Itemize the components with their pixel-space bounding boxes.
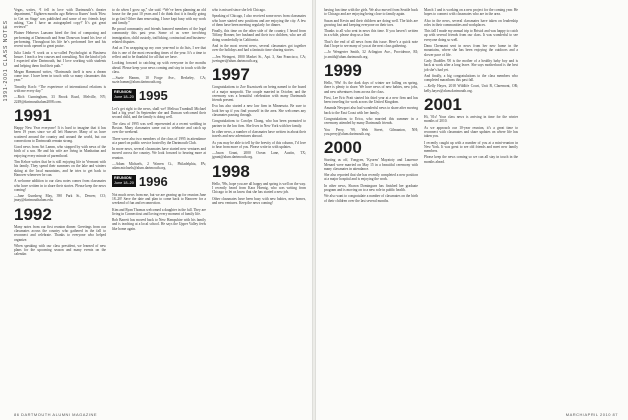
class-note-paragraph: In other news, Sharon Dominguez has finished her graduate program and is moving on to a new role in public health. [324, 183, 418, 193]
class-note-paragraph: When speaking with our class president, we learned of new plans for the upcoming season and many events on the calendar. [14, 243, 106, 257]
class-note-paragraph: Hello, '98s, hope you are all happy and spring is well on the way. I recently heard from Kara Hoenig, who was writing from Chicago to let us know that she has started a new job. [212, 181, 306, 195]
class-note-paragraph: having fun time with the girls. We also moved from Seattle back to Chicago and are enjoying being close to family again. [324, 8, 418, 17]
class-note-paragraph: You Perry, '99, Web Street, Gilmanton, NH; you.perry@alum.dartmouth.org. [324, 127, 418, 136]
class-year-heading: 1996 [138, 173, 168, 189]
class-note-paragraph: She also reported that she has recently completed a new position at a major hospital and is enjoying the work. [324, 173, 418, 182]
class-note-paragraph: —Rich Cunningham, 33 Brook Road, Melville, NY; 2249@dartmouthalum2008.com. [14, 95, 106, 104]
class-note-paragraph: In other news, a number of classmates have written in about their travels and new adventures abroad. [212, 129, 306, 139]
reunion-badge [112, 89, 136, 101]
class-note-paragraph: Susan and Kevin and their children are doing well. The kids are growing fast and keeping everyone on their toes. [324, 18, 418, 27]
class-note-paragraph: Be proud community and friends honored members of the legal community this past year. Some of us were involving immigration, child custody, trafficking, contractual and business-related disputes. [112, 27, 206, 45]
class-note-paragraph: Happy New Year everyone! It is hard to imagine that it has been 19 years since we all left Hanover. Many of us have scattered around the country and around the world, but our connections to Dartmouth remain strong. [14, 125, 106, 143]
class-note-paragraph: Timothy Koch: “The experience of international relations is with me every day.” [14, 84, 106, 94]
class-note-paragraph: Julia Linda “I work as a so-called Psychologist at Business Insure. I teach a few courses and consulting. Not the kind of job I expected after Dartmouth, but I love working with students and helping them find their path.” [14, 50, 107, 68]
class-note-paragraph: Vegas, writes, “I fell in love with Dartmouth’s theater department,” Eighteen months ago Rebecca Kunes’ book 'How to Get on Stage' was published and some of my friends kept asking, 'Can I have an autographed copy?' It’s got great reviews!” [14, 8, 106, 30]
class-note-paragraph: Many notes from our first reunion dinner. Greetings from our classmates across the country who gathered in the fall to reconnect and celebrate. Thanks to everyone who helped organize. [14, 224, 106, 242]
class-note-paragraph: Thanks to all who sent in news this time. If you haven’t written in a while, please drop us a line. [324, 29, 418, 38]
class-note-paragraph: And finally, a big congratulations to the class members who completed marathons this past fall. [424, 73, 518, 83]
class-note-paragraph: I recently caught up with a number of you at a mini-reunion in New York. It was great to see old friends and meet new family members. [424, 140, 518, 154]
class-note-paragraph: Tim Kehoe writes that he is still enjoying life in Vermont with his family. They spend their summers on the lake and winters skiing at the local mountains, and he tries to get back to Hanover whenever he can. [14, 160, 106, 177]
class-note-paragraph: Please keep the news coming so we can all stay in touch in the months ahead. [424, 155, 518, 164]
left-column-1 [14, 8, 106, 259]
class-note-paragraph: Hello, '99s! As the dark days of winter are falling on spring, there is plenty to share. We have news of new babies, new jobs, and new adventures from across the class. [324, 80, 418, 94]
class-note-paragraph: March 1 and is working on a new project for the coming year. He hopes to connect with classmates who are in the area. [424, 8, 519, 17]
class-note-paragraph: Hi, '01s! Your class news is arriving in time for the winter months of 2010. [424, 115, 518, 124]
class-note-paragraph: As you may be able to tell by the brevity of this column, I’d love to hear from more of you. Please write in with updates. [212, 140, 306, 149]
reunion-heading [112, 87, 206, 105]
class-note-paragraph: Congratulations to Zoe Kuzniczek on being named to the board of a major nonprofit. The couple married in October, and the ceremony was a beautiful celebration with many Dartmouth friends present. [212, 85, 306, 103]
reunion-badge [112, 175, 136, 187]
class-note-paragraph: And as I’m wrapping up my own year-end to do lists, I see that this is one of the most rewarding times of the year. It’s a time to reflect and to be thankful for all that we have. [112, 46, 206, 59]
class-note-paragraph: In more news, several classmates have started new ventures and moved across the country. We look forward to hearing more at reunion. [112, 147, 206, 160]
class-note-paragraph: Looking forward to catching up with everyone in the months ahead. Please keep your news coming and stay in touch with the class. [112, 61, 206, 74]
class-note-paragraph: And in the most recent news, several classmates got together over the holidays and had a fantastic time sharing stories. [212, 44, 306, 53]
class-note-paragraph: Also in the news, several classmates have taken on leadership roles in their communities and workplaces. [424, 18, 518, 27]
class-note-paragraph: Let’s get right to the news, shall we? Melissa Trumbull Michael had a big year! In September she and Duncan welcomed their second child, and the family is doing well. [112, 106, 206, 120]
reunion-heading [112, 173, 206, 191]
class-note-paragraph: First, Lee Eric Pratt started his third year at a new firm and has been traveling for work across the United Kingdom. [324, 95, 418, 105]
class-note-paragraph: —Jason Grant, 2000 Ocean Lane, Austin, TX; jgrant@alum.dartmouth.org. [212, 151, 306, 160]
class-year-heading: 1998 [212, 161, 250, 181]
class-year-heading: 1995 [138, 87, 168, 103]
class-note-paragraph: Amanda Newport also had wonderful news to share after moving back to the East Coast with her family. [324, 106, 418, 115]
class-note-paragraph: Congratulations to Erica, who married this summer in a ceremony attended by many Dartmouth friends. [324, 117, 418, 126]
class-note-paragraph: Starting us off, Yongyen, 'Kyoren' Mayatoty and Laurence Menard were married on May 15 in a beautiful ceremony with many classmates in attendance. [324, 158, 418, 171]
class-note-paragraph: There were also two members of the class of 1995 in attendance at a panel on public service hosted by the Dartmouth Club. [112, 136, 206, 145]
class-note-paragraph: This fall I made my annual trip to Bristol and was happy to catch up with several friends from our class. It was wonderful to see everyone doing so well. [424, 29, 518, 42]
class-note-paragraph: We also want to congratulate a number of classmates on the birth of their children over the last several months. [324, 194, 418, 203]
class-note-paragraph: —Jane Gunsberg May, 390 Park St., Denver, CO; jmay@dartmouthalum.edu. [14, 194, 106, 203]
reunion-date: June 18–20 [114, 94, 134, 99]
right-column-2 [424, 8, 518, 166]
reunion-label: REUNION [114, 89, 132, 94]
class-year-heading: 1999 [324, 60, 362, 80]
class-note-paragraph: A welcome addition to our class notes comes from classmates who have written in to share their stories. Please keep the news coming! [14, 179, 106, 192]
class-note-paragraph: Carly Duddles '00 is the mother of a healthy baby boy and is back at work after a long leave. She says motherhood is the best job she’s had yet. [424, 58, 518, 72]
footer-right: MARCH/APRIL 2010 87 [565, 412, 618, 417]
class-note-paragraph: Kim and Ryan Thomas welcomed a daughter in the fall. They are living in Connecticut and loving every moment of family life. [112, 207, 206, 216]
class-note-paragraph: Dana Chennant sent in news from her new home in the mountains, where she has been enjoying the outdoors and a slower pace of life. [424, 44, 518, 57]
class-note-paragraph: Finally, this time on the other side of the country, I heard from Tiffany Bonner, her husband and their two children, who are all doing wonderfully in California. [212, 29, 306, 42]
class-note-paragraph: who is missed since she left Chicago. [212, 8, 266, 12]
reunion-date: June 18–20 [114, 180, 134, 185]
class-year-heading: 1992 [14, 204, 52, 224]
class-note-paragraph: The class of 1995 was well represented at a recent wedding in Boston. Many classmates came out to celebrate and catch up over the weekend. [112, 121, 206, 135]
class-note-paragraph: —Jen Weingert, 1800 Market St., Apt. 3, San Francisco, CA; jweingert@alum.dartmouth.org. [212, 54, 306, 63]
left-column-2 [112, 8, 206, 233]
reunion-label: REUNION [114, 175, 132, 180]
left-column-3 [212, 8, 306, 207]
class-note-paragraph: —Jo Wengerter Smith, 32 Arlington Ave., Providence, RI; jo.smith@alum.dartmouth.org. [324, 50, 418, 59]
class-note-paragraph: —Suzie Hamm, 10 Forge Ave., Berkeley, CA; suzie.hamm@alum.dartmouth.org. [112, 76, 206, 85]
class-note-paragraph: —Adam Michaels, 2 Warren Ct., Philadelphia, PA; adam.michaels@alum.dartmouth.org. [112, 162, 206, 171]
footer-left: 86 DARTMOUTH ALUMNI MAGAZINE [14, 412, 98, 417]
section-tab: 1991-2001 CLASS NOTES [3, 20, 9, 102]
left-page [0, 0, 312, 420]
class-note-paragraph: Speaking of Chicago, I also received some news from classmates who have started new positions and are enjoying the city. A few of them have been meeting regularly for dinner. [212, 14, 306, 27]
class-note-paragraph: Congratulations to Carolyn Chang, who has been promoted to partner in the law firm. She lives in New York with her family. [212, 119, 306, 128]
class-note-paragraph: That’s the end of all news from this issue. Here’s a quick note that I hope to see many of you at the next class gathering. [324, 39, 418, 49]
class-note-paragraph: Not much news from me, but we are gearing up for reunion June 18–20! Save the date and plan to come back to Hanover for a weekend of fun and reconnection. [112, 192, 206, 206]
right-page [316, 0, 628, 420]
class-year-heading: 2000 [324, 138, 362, 158]
class-note-paragraph: —Kelly Hayes, 2018 Wildlife Court, Unit B, Claremont, OR; kelly.hayes@alum.dartmouth.org. [424, 84, 518, 93]
class-note-paragraph: Good news from Ari Lamm, who stopped by with news of the birth of a son. He and his wife are living in Manhattan and enjoying every minute of parenthood. [14, 145, 106, 158]
class-note-paragraph: Rob Barrett has moved back to New Hampshire with his family and is teaching at a local school. He says the Upper Valley feels like home again. [112, 218, 206, 231]
class-year-heading: 1991 [14, 105, 52, 125]
class-year-heading: 2001 [424, 95, 462, 115]
class-note-paragraph: Plainer Hebrews Laasonn hired the first of composing and performing at Dartmouth and Sean Donovan found his love of performing. Throughout his life he’s performed live and his recent work opened to great praise. [14, 31, 106, 49]
class-note-paragraph: to do when I grow up,” she said. “We’ve been planning an old house for the past 10 years and I do think that it is finally going to go fast! Other than renovating, I have kept busy with my work and family.” [112, 8, 206, 25]
class-year-heading: 1997 [212, 65, 250, 85]
class-note-paragraph: Eva has also started a new law firm in Minnesota. Be sure to look her up if you find yourself in the area. She welcomes any classmates passing through. [212, 104, 306, 118]
class-note-paragraph: As we approach our 10-year reunion, it’s a great time to reconnect with classmates and share updates on where life has taken you. [424, 125, 518, 139]
right-column-1 [324, 8, 418, 205]
class-note-paragraph: Other classmates have been busy with new babies, new homes, and new ventures. Keep the news coming! [212, 196, 306, 205]
class-note-paragraph: Megan Hammond writes, “Dartmouth itself is now a dream come true. I have been in touch with so many classmates this year.” [14, 69, 106, 83]
